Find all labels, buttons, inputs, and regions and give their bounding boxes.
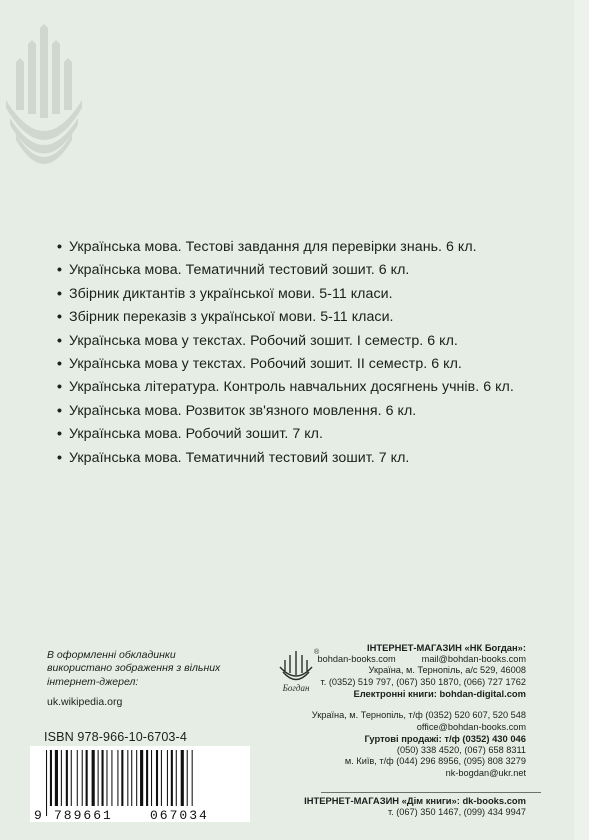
shop-web-line	[318, 654, 526, 666]
list-item: • Українська мова у текстах. Робочий зошит. II семестр. 6 кл.	[57, 356, 462, 373]
divider	[321, 792, 541, 793]
book-list	[57, 236, 514, 470]
image-credit: В оформленні обкладинки використано зображення з вільних інтернет-джерел:	[47, 649, 221, 688]
barcode-bar	[176, 750, 177, 806]
barcode-bar	[117, 750, 118, 806]
list-item: • Українська мова. Розвиток зв'язного мовлення. 6 кл.	[57, 402, 417, 419]
contacts-office: Україна, м. Тернопіль, т/ф (0352) 520 607, 520 548 office@bohdan-books.com Гуртові продажі: т/ф (0352) 430 046 (050) 338 4520, (067) 658 8311 м. Київ, т/ф (044) 296 8956, (095) 808 3279 nk-bogdan@ukr.net	[311, 710, 526, 778]
barcode-bar	[66, 750, 68, 806]
barcode-bar	[55, 750, 58, 806]
barcode-bar	[71, 750, 72, 806]
list-item: • Збірник переказів з української мови. 5-11 класи.	[57, 309, 394, 326]
kyiv-mail-link[interactable]: nk-bogdan@ukr.net	[445, 767, 526, 778]
barcode-bar	[136, 750, 137, 806]
barcode-bar	[111, 750, 112, 806]
barcode-bar	[161, 750, 162, 806]
registered-mark: ®	[314, 649, 320, 656]
logo-text: Богдан	[282, 683, 310, 693]
barcode-bar	[140, 750, 143, 806]
barcode-bar	[181, 750, 184, 806]
isbn-number: ISBN 978-966-10-6703-4	[44, 730, 187, 744]
barcode-bar	[86, 750, 88, 806]
barcode-bar	[151, 750, 152, 806]
barcode-bar	[187, 750, 188, 806]
publisher-logo	[270, 645, 322, 693]
list-item: • Українська мова. Робочий зошит. 7 кл.	[57, 426, 324, 443]
shop-mail-link[interactable]: mail@bohdan-books.com	[421, 653, 526, 664]
barcode-bar	[61, 750, 62, 806]
barcode-right: 067034	[150, 808, 209, 822]
barcode-bar	[98, 750, 99, 806]
barcode-bar	[146, 750, 148, 806]
credit-source: uk.wikipedia.org	[47, 696, 123, 708]
barcode-bar	[92, 750, 95, 806]
barcode-bar	[77, 750, 78, 806]
barcode-bar	[167, 750, 168, 806]
list-item: • Збірник диктантів з української мови. 5-11 класи.	[57, 285, 393, 302]
list-item: • Українська мова. Тестові завдання для перевірки знань. 6 кл.	[57, 239, 477, 255]
list-item: • Українська мова. Тематичний тестовий зошит. 7 кл.	[57, 449, 410, 466]
barcode-bar	[82, 750, 83, 806]
barcode	[30, 746, 250, 822]
page-edge	[574, 0, 589, 840]
barcode-bar	[171, 750, 173, 806]
barcode-lead: 9	[34, 808, 42, 822]
barcode-bar	[131, 750, 132, 806]
barcode-left: 789661	[54, 808, 113, 822]
barcode-bar	[106, 750, 107, 806]
office-mail-link[interactable]: office@bohdan-books.com	[416, 721, 526, 732]
list-item: • Українська мова. Тематичний тестовий зошит. 6 кл.	[57, 262, 410, 279]
barcode-bar	[102, 750, 104, 806]
barcode-bar	[127, 750, 128, 806]
barcode-bar	[46, 750, 47, 816]
barcode-bar	[156, 750, 158, 806]
contacts-shop: ІНТЕРНЕТ-МАГАЗИН «НК Богдан»: bohdan-books.com mail@bohdan-books.com Україна, м. Тернопіль, а/с 529, 46008 т. (0352) 519 797, (067) 350 1870, (066) 727 1762 Електронні книги: bohdan-digital.com	[317, 642, 526, 700]
contacts-dim-knyhy: ІНТЕРНЕТ-МАГАЗИН «Дім книги»: dk-books.com т. (067) 350 1467, (099) 434 9947	[304, 795, 526, 817]
wheat-emblem-icon	[6, 22, 82, 172]
list-item: • Українська мова у текстах. Робочий зошит. I семестр. 6 кл.	[57, 332, 458, 349]
shop-site-link[interactable]: bohdan-books.com	[317, 653, 396, 664]
list-item: • Українська література. Контроль навчальних досягнень учнів. 6 кл.	[57, 379, 514, 396]
